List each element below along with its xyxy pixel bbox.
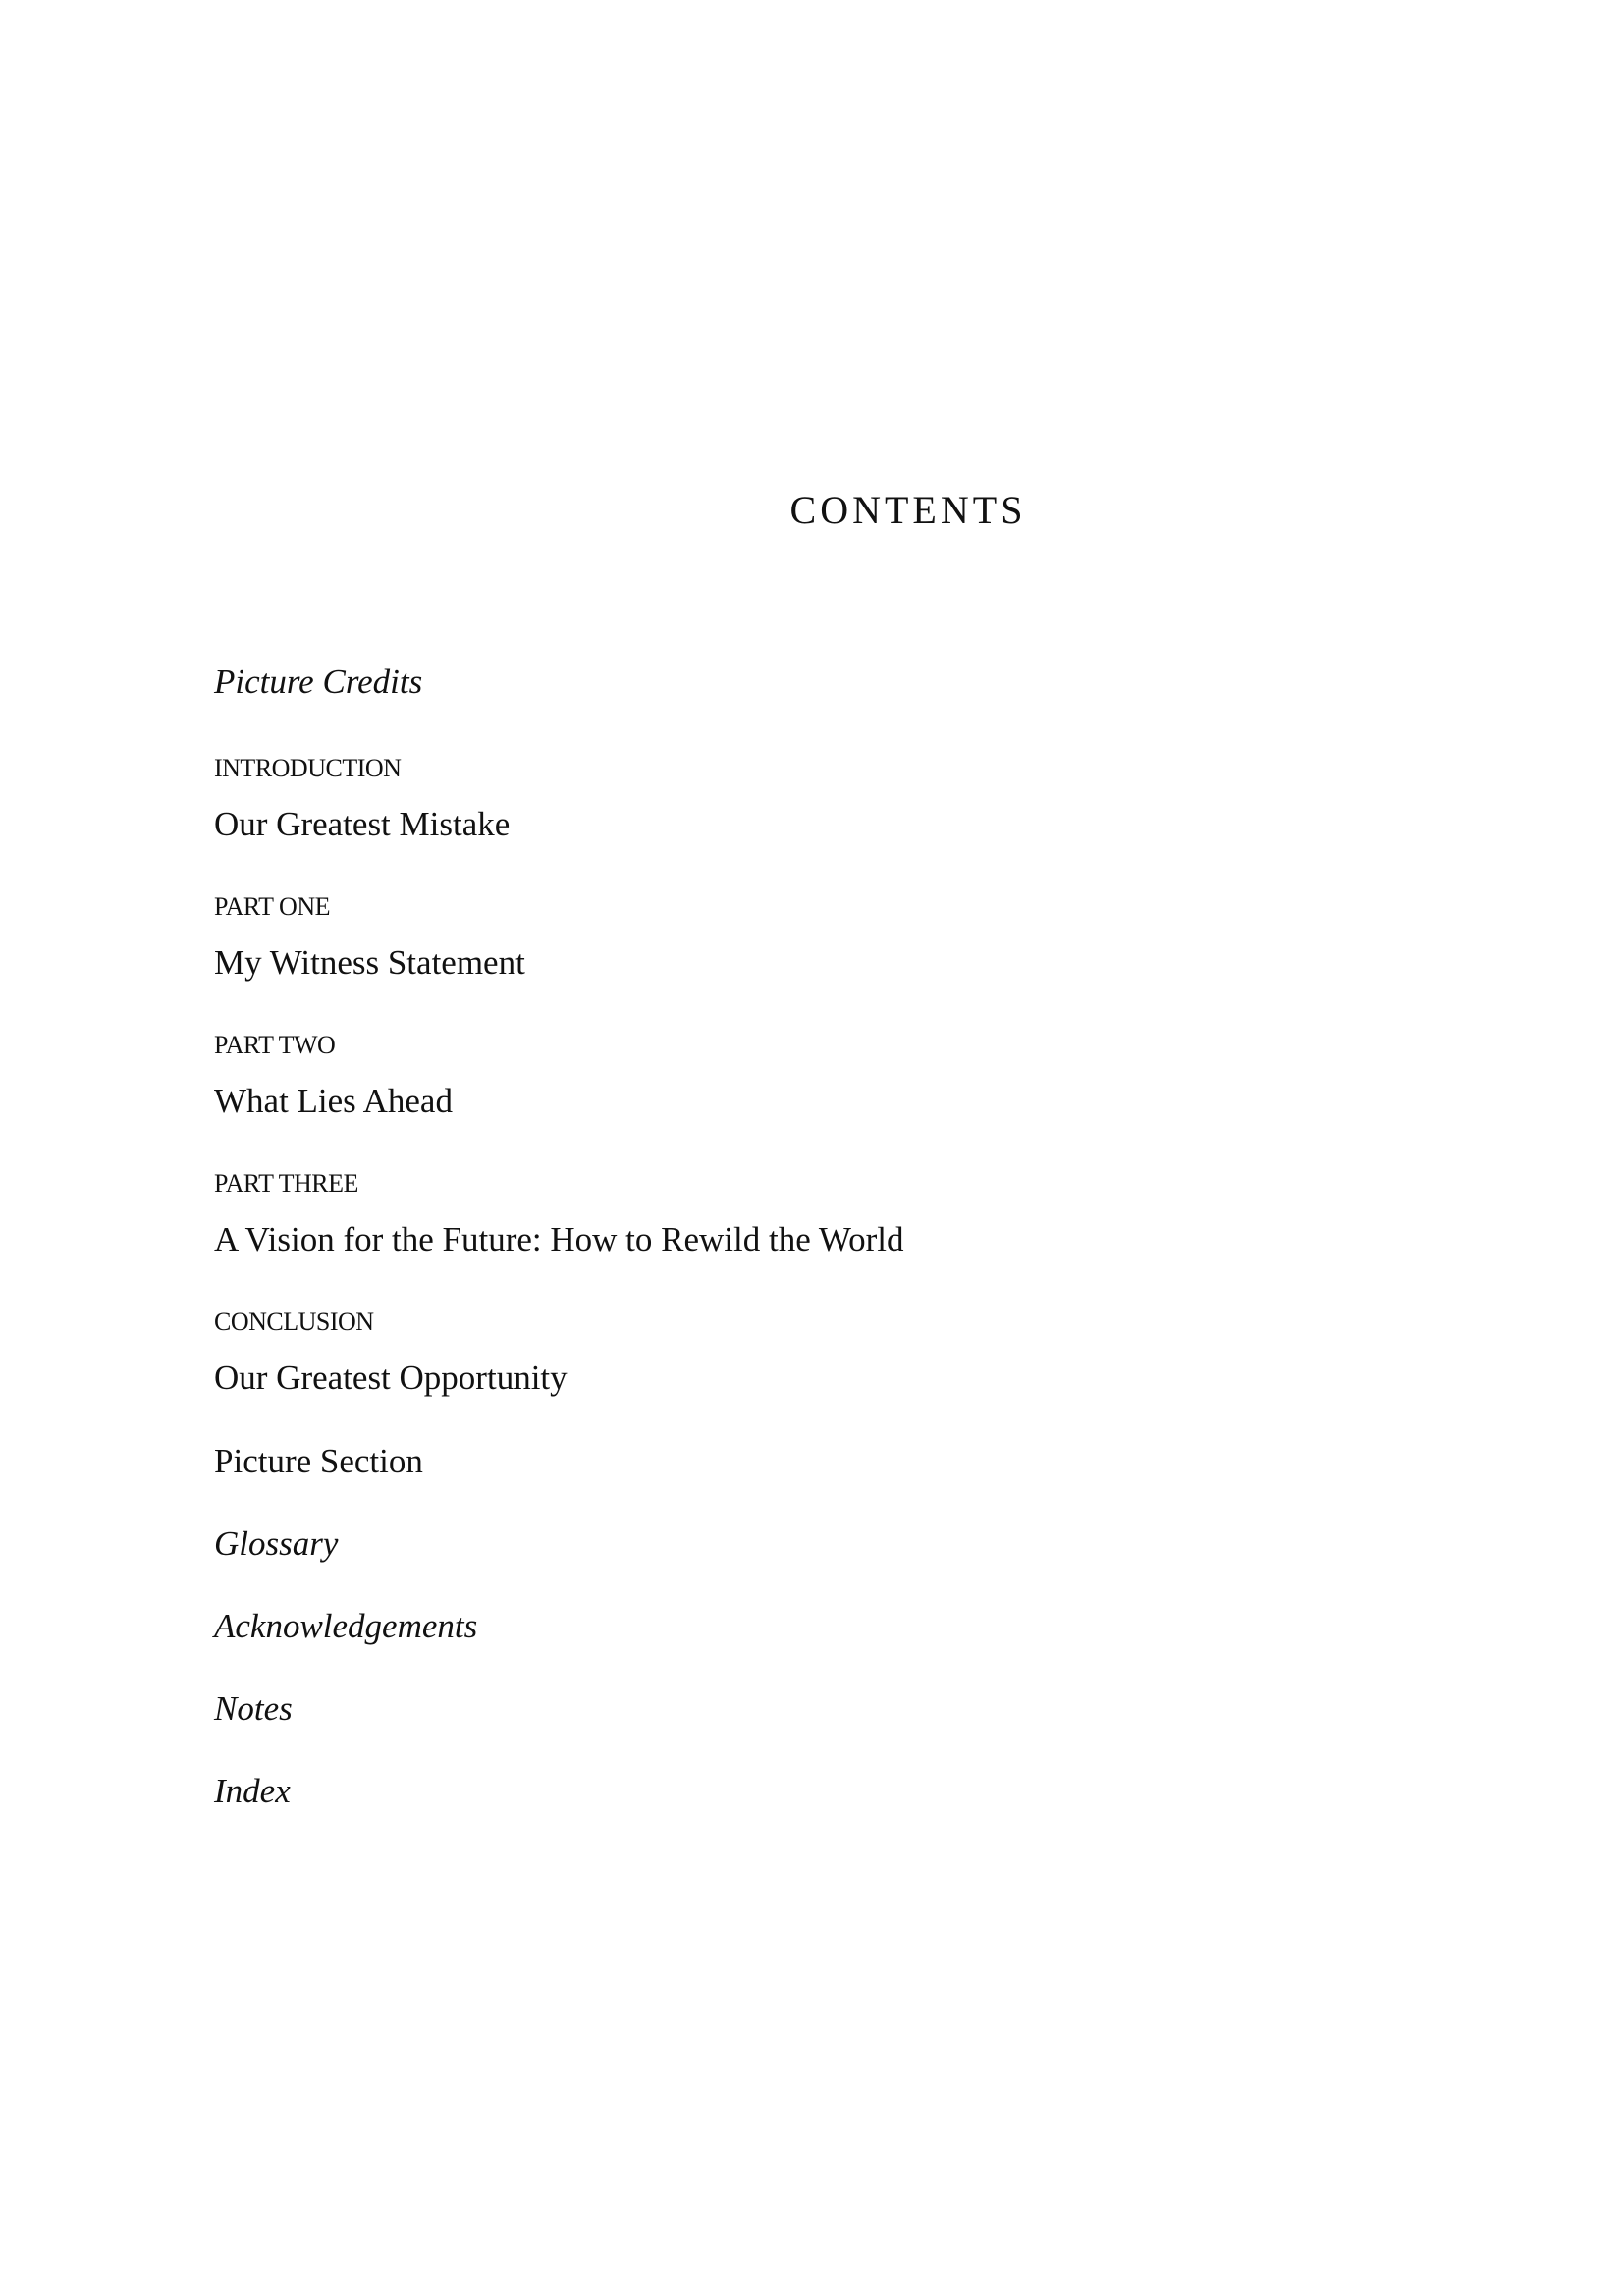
toc-label-conclusion: CONCLUSION	[214, 1308, 374, 1336]
toc-entry-picture-section[interactable]: Picture Section	[214, 1442, 423, 1480]
toc-entry-what-lies-ahead[interactable]: What Lies Ahead	[214, 1082, 453, 1120]
toc-entry-my-witness-statement[interactable]: My Witness Statement	[214, 943, 525, 982]
toc-entry-our-greatest-mistake[interactable]: Our Greatest Mistake	[214, 805, 511, 843]
toc-entry-vision-for-the-future[interactable]: A Vision for the Future: How to Rewild the World	[214, 1220, 904, 1258]
toc-entry-our-greatest-opportunity[interactable]: Our Greatest Opportunity	[214, 1359, 568, 1397]
toc-label-introduction: INTRODUCTION	[214, 754, 402, 782]
toc-label-part-one: PART ONE	[214, 892, 330, 921]
contents-heading: CONTENTS	[789, 488, 1027, 532]
toc-entry-notes[interactable]: Notes	[214, 1689, 293, 1728]
toc-entry-picture-credits[interactable]: Picture Credits	[214, 663, 423, 701]
toc-entry-acknowledgements[interactable]: Acknowledgements	[214, 1607, 478, 1645]
toc-label-part-two: PART TWO	[214, 1031, 336, 1059]
toc-label-part-three: PART THREE	[214, 1169, 358, 1198]
toc-entry-index[interactable]: Index	[214, 1772, 291, 1810]
toc-entry-glossary[interactable]: Glossary	[214, 1524, 339, 1563]
